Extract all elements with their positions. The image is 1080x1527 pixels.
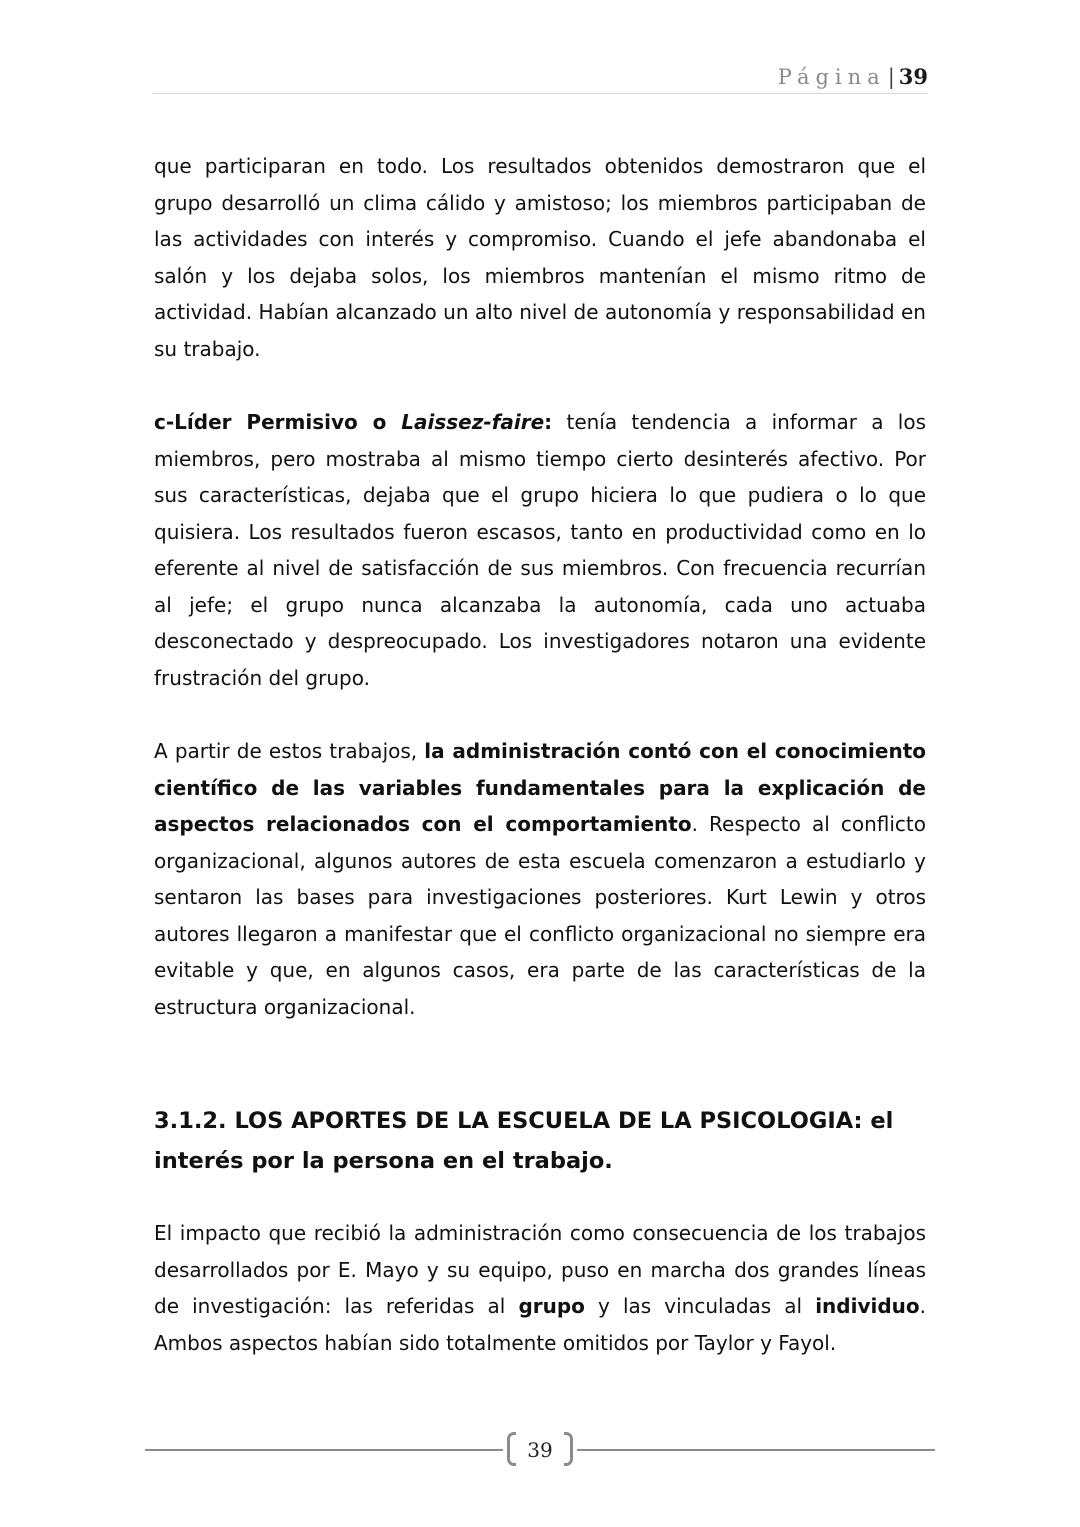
footer-brace-right bbox=[564, 1432, 573, 1466]
page-header bbox=[152, 62, 928, 94]
paragraph-4 bbox=[154, 1215, 926, 1361]
header-page-number: 39 bbox=[898, 64, 928, 89]
paragraph-2-bold-colon: : bbox=[544, 410, 553, 434]
header-separator: | bbox=[887, 65, 895, 89]
header-label bbox=[778, 64, 928, 90]
section-gap bbox=[154, 1025, 926, 1101]
paragraph-3-start: A partir de estos trabajos, bbox=[154, 739, 425, 763]
footer-line-left bbox=[145, 1449, 503, 1451]
paragraph-4-bold-grupo: grupo bbox=[518, 1294, 585, 1318]
paragraph-4-middle: y las vinculadas al bbox=[584, 1294, 816, 1318]
paragraph-gap bbox=[154, 696, 926, 733]
paragraph-4-end: . Ambos aspectos habían sido totalmente omitidos por Taylor y Fayol. bbox=[154, 1294, 926, 1355]
paragraph-1: que participaran en todo. Los resultados obtenidos demostraron que el grupo desarrolló un clima cálido y amistoso; los miembros participaban de las actividades con interés y compromiso. Cuando el jefe abandonaba el salón y los dejaba solos, los miembros mantenían el mismo ritmo de actividad. Habían alcanzado un alto nivel de autonomía y responsabilidad en su trabajo. bbox=[154, 154, 926, 361]
page-footer bbox=[145, 1428, 935, 1474]
page-body bbox=[154, 148, 926, 1361]
paragraph-2-bold-prefix: c-Líder Permisivo o bbox=[154, 410, 402, 434]
paragraph-2-bold-italic: Laissez-faire bbox=[401, 410, 545, 434]
footer-page-number: 39 bbox=[527, 1438, 553, 1462]
footer-brace-left bbox=[507, 1432, 516, 1466]
paragraph-2-text: tenía tendencia a informar a los miembros, pero mostraba al mismo tiempo cierto desinterés afectivo. Por sus características, dejaba que el grupo hiciera lo que pudiera o lo que quisiera. Los resultados fueron escasos, tanto en productividad como en lo eferente al nivel de satisfacción de sus miembros. Con frecuencia recurrían al jefe; el grupo nunca alcanzaba la autonomía, cada uno actuaba desconectado y despreocupado. Los investigadores notaron una evidente frustración del grupo. bbox=[154, 410, 926, 690]
paragraph-gap bbox=[154, 367, 926, 404]
paragraph-3 bbox=[154, 733, 926, 1025]
paragraph-3-bold: la administración contó con el conocimiento científico de las variables fundamentales para la explicación de aspectos relacionados con el comportamiento bbox=[154, 739, 926, 836]
paragraph-gap bbox=[154, 1181, 926, 1215]
header-page-word: Página bbox=[777, 65, 886, 89]
paragraph-2 bbox=[154, 404, 926, 696]
footer-line-right bbox=[577, 1449, 935, 1451]
section-heading: 3.1.2. LOS APORTES DE LA ESCUELA DE LA PSICOLOGIA: el interés por la persona en el trabajo. bbox=[154, 1108, 894, 1174]
paragraph-4-start: El impacto que recibió la administración como consecuencia de los trabajos desarrollados por E. Mayo y su equipo, puso en marcha dos grandes líneas de investigación: las referidas al bbox=[154, 1221, 926, 1318]
paragraph-3-end: . Respecto al conflicto organizacional, algunos autores de esta escuela comenzaron a estudiarlo y sentaron las bases para investigaciones posteriores. Kurt Lewin y otros autores llegaron a manifestar que el conflicto organizacional no siempre era evitable y que, en algunos casos, era parte de las características de la estructura organizacional. bbox=[154, 812, 926, 1019]
paragraph-4-bold-individuo: individuo bbox=[815, 1294, 920, 1318]
